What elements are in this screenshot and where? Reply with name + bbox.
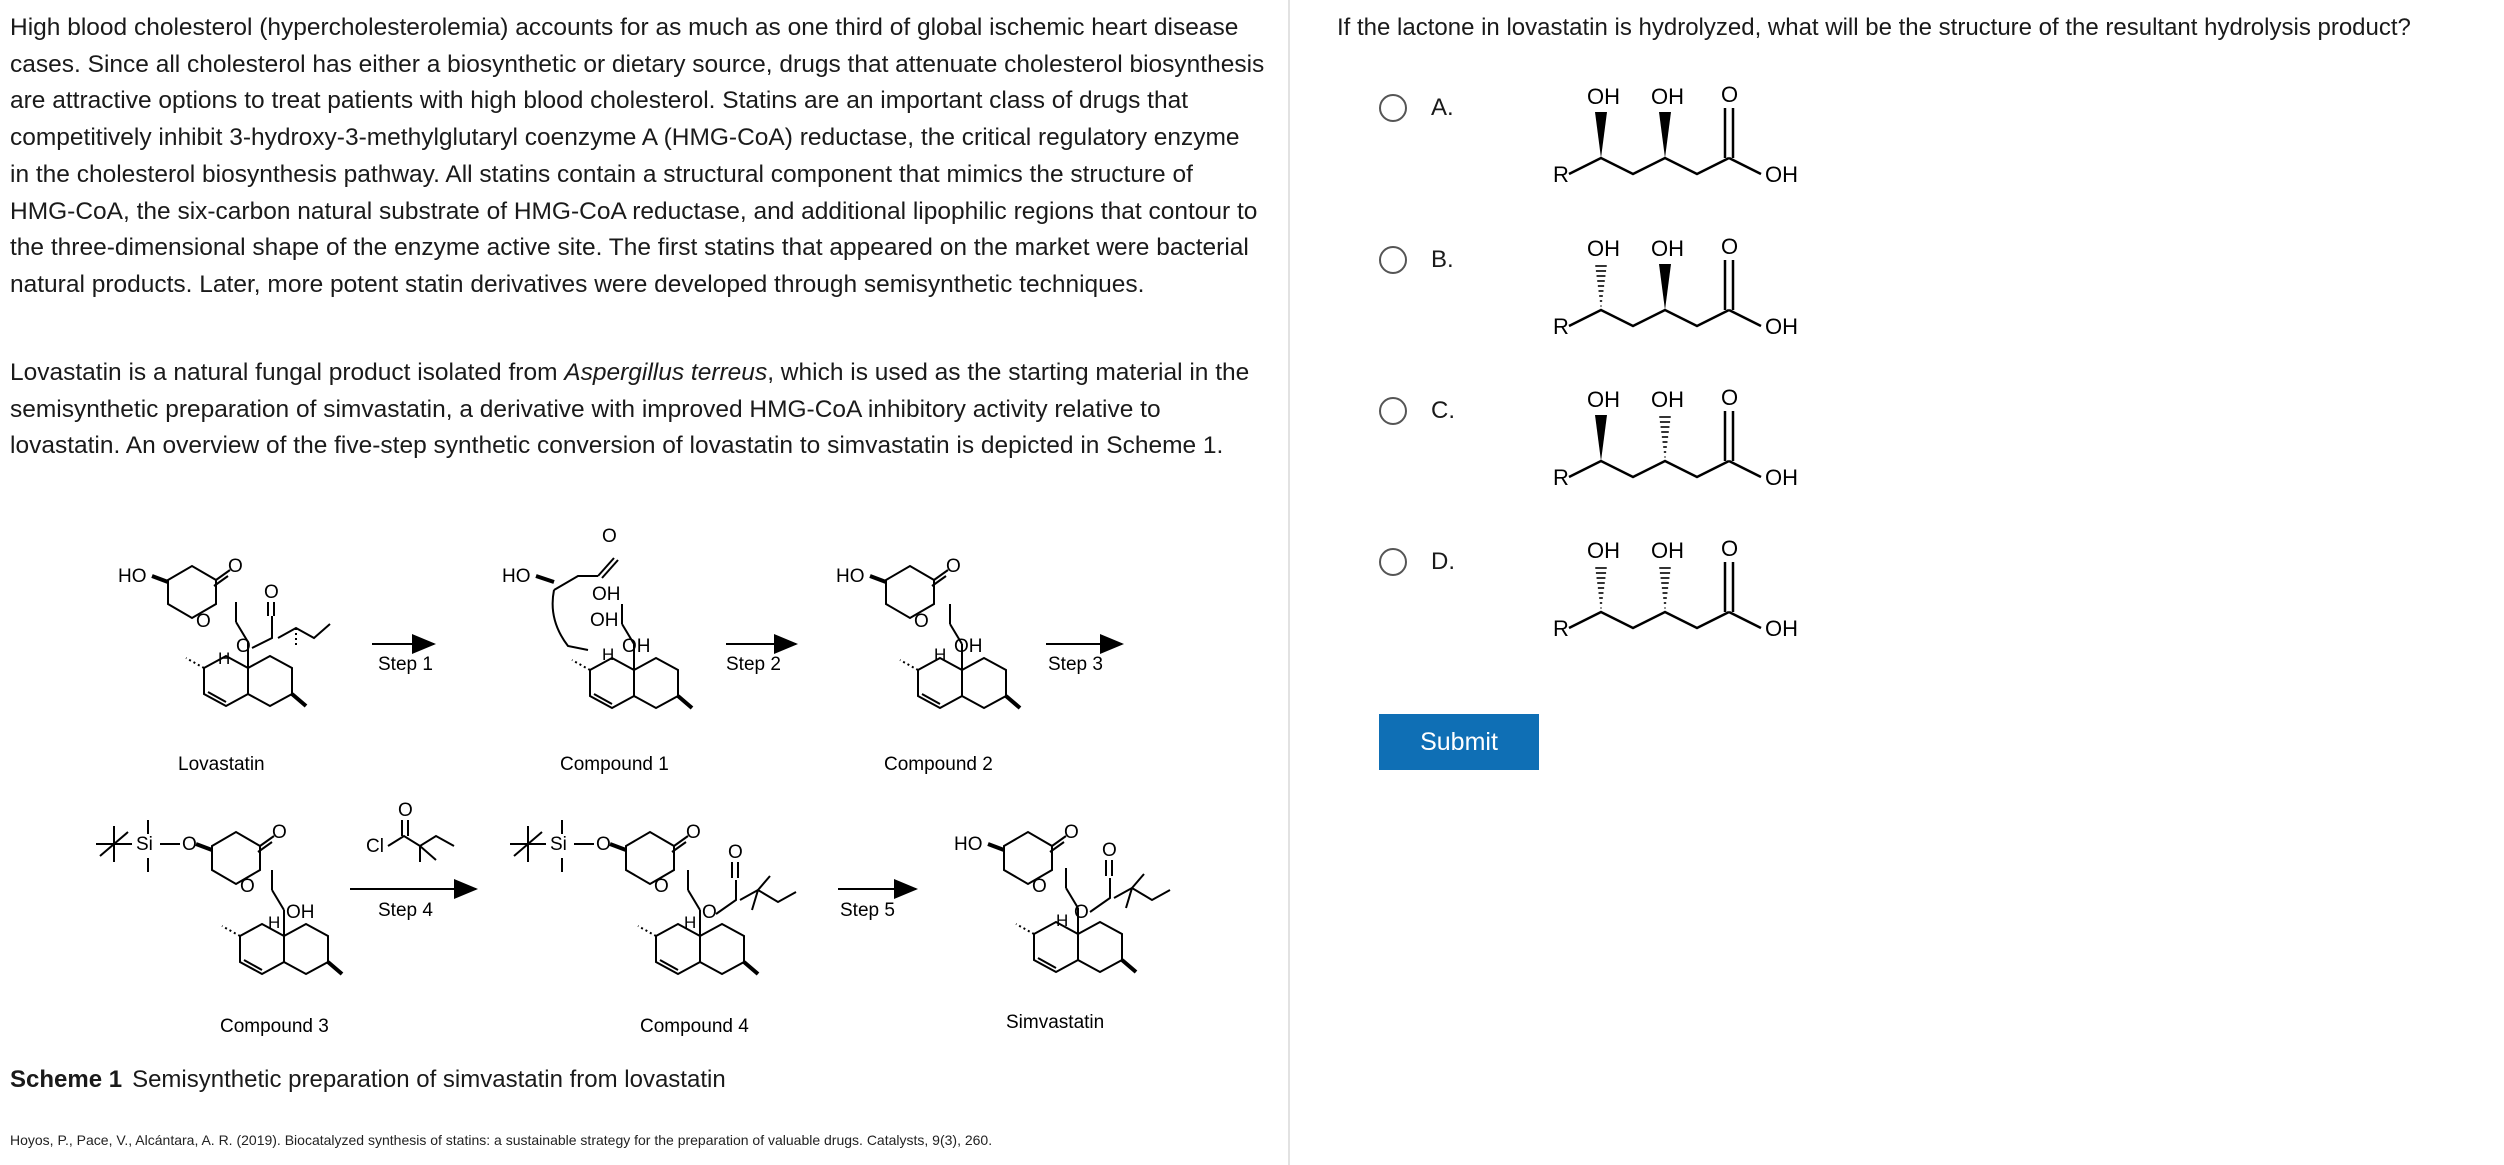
compound-3-oh-label: OH bbox=[286, 902, 315, 923]
lovastatin-ester-o: O bbox=[236, 636, 251, 657]
acyl-chloride-cl: Cl bbox=[366, 836, 384, 857]
compound-4-ring-o: O bbox=[654, 876, 669, 897]
option-b-structure bbox=[1489, 230, 1869, 370]
compound-4-silyl-o: O bbox=[596, 834, 611, 855]
option-d-r-group: R bbox=[1553, 616, 1569, 641]
option-a-r-group: R bbox=[1553, 162, 1569, 187]
compound-1-ho-label: HO bbox=[502, 566, 531, 587]
lovastatin-carbonyl-o: O bbox=[228, 556, 243, 577]
step-4-reagent bbox=[366, 800, 454, 862]
simvastatin-ester-o: O bbox=[1074, 902, 1089, 923]
simvastatin-ring-o: O bbox=[1032, 876, 1047, 897]
option-b-acid-oh: OH bbox=[1765, 314, 1798, 339]
compound-4-carbonyl-o: O bbox=[686, 822, 701, 843]
compound-4-ester-o: O bbox=[702, 902, 717, 923]
lovastatin-h-label: H bbox=[218, 649, 231, 668]
simvastatin-carbonyl-o: O bbox=[1064, 822, 1079, 843]
compound-2-label: Compound 2 bbox=[884, 754, 993, 775]
scheme-caption bbox=[10, 1066, 726, 1094]
citation: Hoyos, P., Pace, V., Alcántara, A. R. (2019). Biocatalyzed synthesis of statins: a sustainable strategy for the preparation of valuable drugs. Catalysts, 9(3), 260. bbox=[10, 1132, 993, 1148]
compound-3-label: Compound 3 bbox=[220, 1016, 329, 1037]
compound-3-h-label: H bbox=[268, 913, 281, 932]
compound-4-label: Compound 4 bbox=[640, 1016, 749, 1037]
option-c-acid-oh: OH bbox=[1765, 465, 1798, 490]
step-1-label: Step 1 bbox=[378, 654, 433, 675]
compound-3-carbonyl-o: O bbox=[272, 822, 287, 843]
compound-1-oh-label: OH bbox=[622, 636, 651, 657]
option-d[interactable] bbox=[1379, 536, 1979, 682]
step-4-label: Step 4 bbox=[378, 900, 433, 921]
passage-paragraph-2 bbox=[10, 355, 1265, 465]
compound-2-h-label: H bbox=[934, 645, 947, 664]
option-a-structure bbox=[1489, 78, 1869, 218]
option-a-radio[interactable] bbox=[1379, 94, 1407, 122]
option-b-r-group: R bbox=[1553, 314, 1569, 339]
compound-4-acyl-o: O bbox=[728, 842, 743, 863]
option-a-letter: A. bbox=[1431, 94, 1454, 121]
option-c-letter: C. bbox=[1431, 397, 1455, 424]
acyl-chloride-o: O bbox=[398, 800, 413, 821]
compound-2-ring-o: O bbox=[914, 611, 929, 632]
compound-2-carbonyl-o: O bbox=[946, 556, 961, 577]
lovastatin-label: Lovastatin bbox=[178, 754, 265, 775]
question-text: If the lactone in lovastatin is hydrolyzed, what will be the structure of the resultant hydrolysis product? bbox=[1337, 14, 2411, 41]
simvastatin-ho-label: HO bbox=[954, 834, 983, 855]
lovastatin-ho-label: HO bbox=[118, 566, 147, 587]
step-2-label: Step 2 bbox=[726, 654, 781, 675]
option-b[interactable] bbox=[1379, 234, 1979, 380]
compound-1-ring-oh: OH bbox=[590, 610, 619, 631]
compound-1-acid-oh: OH bbox=[592, 584, 621, 605]
simvastatin-label: Simvastatin bbox=[1006, 1012, 1105, 1033]
compound-3-ring-o: O bbox=[240, 876, 255, 897]
option-a-oh-2: OH bbox=[1651, 84, 1684, 109]
option-c-radio[interactable] bbox=[1379, 397, 1407, 425]
compound-4-h-label: H bbox=[684, 913, 697, 932]
option-d-oh-2: OH bbox=[1651, 538, 1684, 563]
compound-1-h-label: H bbox=[602, 645, 615, 664]
option-b-letter: B. bbox=[1431, 246, 1454, 273]
pane-divider bbox=[1288, 0, 1290, 1165]
option-d-acid-oh: OH bbox=[1765, 616, 1798, 641]
compound-2-oh-label: OH bbox=[954, 636, 983, 657]
step-3-label: Step 3 bbox=[1048, 654, 1103, 675]
option-d-radio[interactable] bbox=[1379, 548, 1407, 576]
compound-1-carbonyl-o: O bbox=[602, 526, 617, 547]
paragraph-2-end: , which is used as the starting material in the semisynthetic preparation of simvastatin, a derivative with improved HMG-CoA inhibitory activity relative to lovastatin. An overview of the five-step synthetic conversion of lovastatin to simvastatin is depicted in Scheme 1. bbox=[10, 359, 1250, 460]
simvastatin-h-label: H bbox=[1056, 911, 1069, 930]
option-c-r-group: R bbox=[1553, 465, 1569, 490]
scheme-caption-label: Scheme 1 bbox=[10, 1066, 123, 1093]
compound-3-structure bbox=[96, 820, 342, 1037]
option-c[interactable] bbox=[1379, 385, 1979, 531]
simvastatin-structure bbox=[954, 822, 1170, 1033]
option-a-oh-1: OH bbox=[1587, 84, 1620, 109]
option-c-carbonyl-o: O bbox=[1721, 385, 1739, 410]
lovastatin-structure bbox=[118, 556, 330, 775]
scheme-diagram bbox=[0, 520, 1288, 1060]
option-d-structure bbox=[1489, 532, 1869, 672]
submit-button[interactable]: Submit bbox=[1379, 714, 1539, 770]
option-a-carbonyl-o: O bbox=[1721, 82, 1739, 107]
scheme-caption-text: Semisynthetic preparation of simvastatin from lovastatin bbox=[132, 1066, 726, 1093]
scheme-1-figure bbox=[0, 520, 1288, 1060]
option-c-oh-1: OH bbox=[1587, 387, 1620, 412]
option-c-structure bbox=[1489, 381, 1869, 521]
paragraph-2-start: Lovastatin is a natural fungal product isolated from bbox=[10, 359, 565, 386]
compound-3-silyl-o: O bbox=[182, 834, 197, 855]
compound-3-si-label: Si bbox=[136, 834, 153, 855]
compound-1-label: Compound 1 bbox=[560, 754, 669, 775]
option-b-oh-1: OH bbox=[1587, 236, 1620, 261]
passage-paragraph-1: High blood cholesterol (hypercholesterolemia) accounts for as much as one third of global ischemic heart disease cases. Since all cholesterol has either a biosynthetic or dietary source, drugs that attenuate cholesterol biosynthesis are attractive options to treat patients with high blood cholesterol. Statins are an important class of drugs that competitively inhibit 3-hydroxy-3-methylglutaryl coenzyme A (HMG-CoA) reductase, the critical regulatory enzyme in the cholesterol biosynthesis pathway. All statins contain a structural component that mimics the structure of HMG-CoA, the six-carbon natural substrate of HMG-CoA reductase, and additional lipophilic regions that contour to the three-dimensional shape of the enzyme active site. The first statins that appeared on the market were bacterial natural products. Later, more potent statin derivatives were developed through semisynthetic techniques. bbox=[10, 14, 1265, 298]
lovastatin-acyl-o: O bbox=[264, 582, 279, 603]
compound-4-structure bbox=[510, 820, 796, 1037]
option-a-acid-oh: OH bbox=[1765, 162, 1798, 187]
species-name: Aspergillus terreus bbox=[564, 359, 768, 386]
compound-1-structure bbox=[502, 526, 692, 775]
question-pane bbox=[1291, 0, 2504, 1165]
option-b-carbonyl-o: O bbox=[1721, 234, 1739, 259]
step-5-label: Step 5 bbox=[840, 900, 895, 921]
compound-4-si-label: Si bbox=[550, 834, 567, 855]
compound-2-structure bbox=[836, 556, 1020, 775]
option-b-radio[interactable] bbox=[1379, 246, 1407, 274]
option-a[interactable] bbox=[1379, 82, 1979, 228]
compound-2-ho-label: HO bbox=[836, 566, 865, 587]
option-c-oh-2: OH bbox=[1651, 387, 1684, 412]
option-d-letter: D. bbox=[1431, 548, 1455, 575]
option-d-oh-1: OH bbox=[1587, 538, 1620, 563]
lovastatin-ring-o: O bbox=[196, 611, 211, 632]
option-d-carbonyl-o: O bbox=[1721, 536, 1739, 561]
simvastatin-acyl-o: O bbox=[1102, 840, 1117, 861]
option-b-oh-2: OH bbox=[1651, 236, 1684, 261]
